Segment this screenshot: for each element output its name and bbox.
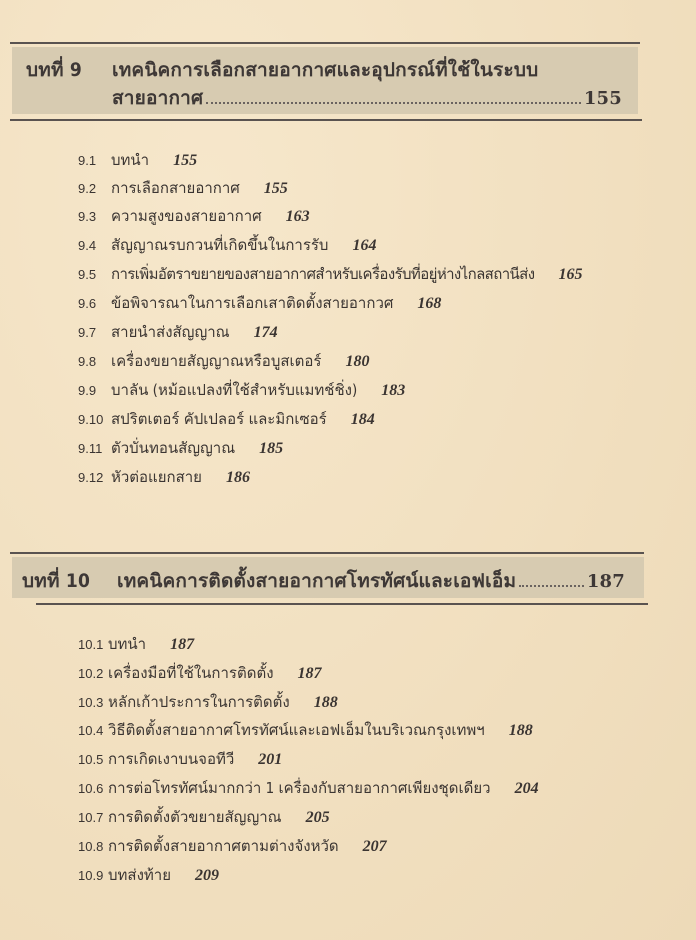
section-page: 204 xyxy=(514,780,539,797)
section-title: สายนำส่งสัญญาณ xyxy=(111,323,230,341)
chapter-10-top-rule xyxy=(10,552,644,554)
section-number: 9.12 xyxy=(78,470,104,485)
section-page: 209 xyxy=(195,867,219,884)
section-page: 201 xyxy=(258,751,283,768)
section-number: 9.10 xyxy=(78,412,104,427)
toc-entry[interactable] xyxy=(78,262,582,284)
section-page: 168 xyxy=(417,295,442,312)
section-title: หัวต่อแยกสาย xyxy=(111,468,202,486)
section-number: 9.9 xyxy=(78,383,97,398)
section-page: 188 xyxy=(508,722,533,739)
section-title: การเลือกสายอากาศ xyxy=(111,179,240,197)
toc-entry[interactable] xyxy=(78,436,283,458)
section-number: 9.1 xyxy=(78,153,97,168)
section-page: 187 xyxy=(297,665,322,682)
chapter-9-bottom-rule xyxy=(10,119,642,121)
section-number: 10.8 xyxy=(78,839,104,854)
chapter-title-line1: เทคนิคการเลือกสายอากาศและอุปกรณ์ที่ใช้ในระบบ xyxy=(112,59,539,81)
section-title: สัญญาณรบกวนที่เกิดขึ้นในการรับ xyxy=(111,236,329,254)
section-page: 185 xyxy=(259,440,284,457)
chapter-9-top-rule xyxy=(10,42,640,44)
toc-entry[interactable] xyxy=(78,148,197,170)
section-number: 9.7 xyxy=(78,325,97,340)
section-page: 164 xyxy=(352,237,377,254)
section-title: ความสูงของสายอากาศ xyxy=(111,207,262,225)
section-title: เครื่องขยายสัญญาณหรือบูสเตอร์ xyxy=(111,352,322,370)
section-number: 10.7 xyxy=(78,810,104,825)
chapter-10-bottom-rule xyxy=(36,603,648,605)
section-title: หลักเก้าประการในการติดตั้ง xyxy=(108,693,290,711)
section-page: 155 xyxy=(173,152,198,169)
toc-entry[interactable] xyxy=(78,718,533,740)
section-title: การเพิ่มอัตราขยายของสายอากาศสำหรับเครื่องรับที่อยู่ห่างไกลสถานีส่ง xyxy=(111,265,535,283)
section-number: 9.11 xyxy=(78,441,103,456)
section-number: 9.6 xyxy=(78,296,97,311)
section-page: 155 xyxy=(263,180,288,197)
chapter-page-number: 187 xyxy=(586,571,625,592)
section-title: บทนำ xyxy=(108,635,147,653)
section-page: 187 xyxy=(170,636,195,653)
toc-entry[interactable] xyxy=(78,349,369,371)
toc-entry[interactable] xyxy=(78,863,219,885)
dot-leader xyxy=(206,102,581,104)
section-page: 163 xyxy=(285,208,310,225)
toc-entry[interactable] xyxy=(78,407,375,429)
section-page: 188 xyxy=(313,694,338,711)
section-title: การเกิดเงาบนจอทีวี xyxy=(108,750,235,768)
section-number: 10.9 xyxy=(78,868,104,883)
section-page: 205 xyxy=(305,809,330,826)
chapter-label: บทที่ 9 xyxy=(26,59,82,81)
section-title: บทนำ xyxy=(111,151,150,169)
toc-entry[interactable] xyxy=(78,378,405,400)
section-number: 9.5 xyxy=(78,267,97,282)
section-number: 9.3 xyxy=(78,209,97,224)
toc-entry[interactable] xyxy=(78,747,282,769)
toc-entry[interactable] xyxy=(78,204,310,226)
toc-entry[interactable] xyxy=(78,233,376,255)
section-page: 186 xyxy=(225,469,250,486)
section-page: 207 xyxy=(362,838,387,855)
chapter-page-number: 155 xyxy=(583,88,622,109)
section-number: 10.3 xyxy=(78,695,104,710)
toc-entry[interactable] xyxy=(78,291,441,313)
section-title: บทส่งท้าย xyxy=(108,866,171,884)
section-page: 184 xyxy=(350,411,375,428)
chapter-title-line2-row xyxy=(112,83,622,113)
toc-entry[interactable] xyxy=(78,805,330,827)
section-number: 9.8 xyxy=(78,354,97,369)
toc-entry[interactable] xyxy=(78,776,539,798)
section-title: ข้อพิจารณาในการเลือกเสาติดตั้งสายอากวศ xyxy=(111,294,394,312)
chapter-title-row xyxy=(117,566,625,596)
toc-entry[interactable] xyxy=(78,465,250,487)
section-page: 165 xyxy=(558,266,583,283)
section-page: 183 xyxy=(381,382,406,399)
section-title: ตัวบั่นทอนสัญญาณ xyxy=(111,439,236,457)
section-title: การติดตั้งสายอากาศตามต่างจังหวัด xyxy=(108,837,339,855)
chapter-title-line2: สายอากาศ xyxy=(112,87,204,109)
toc-entry[interactable] xyxy=(78,834,387,856)
section-page: 180 xyxy=(345,353,370,370)
section-number: 10.2 xyxy=(78,666,104,681)
dot-leader xyxy=(519,585,584,587)
section-number: 10.6 xyxy=(78,781,104,796)
section-title: เครื่องมือที่ใช้ในการติดตั้ง xyxy=(108,664,274,682)
section-number: 9.2 xyxy=(78,181,97,196)
chapter-10-heading[interactable] xyxy=(22,566,632,594)
section-title: สปริตเตอร์ คัปเปลอร์ และมิกเซอร์ xyxy=(111,410,327,428)
section-number: 10.4 xyxy=(78,723,104,738)
section-number: 9.4 xyxy=(78,238,97,253)
toc-entry[interactable] xyxy=(78,176,288,198)
toc-entry[interactable] xyxy=(78,690,338,712)
section-number: 10.5 xyxy=(78,752,104,767)
chapter-label: บทที่ 10 xyxy=(22,570,91,592)
section-number: 10.1 xyxy=(78,637,104,652)
section-title: วิธีติดตั้งสายอากาศโทรทัศน์และเอฟเอ็มในบริเวณกรุงเทพฯ xyxy=(108,721,485,739)
toc-entry[interactable] xyxy=(78,320,278,342)
section-title: การต่อโทรทัศน์มากกว่า 1 เครื่องกับสายอากาศเพียงชุดเดียว xyxy=(108,779,491,797)
chapter-9-heading[interactable] xyxy=(26,55,626,113)
section-page: 174 xyxy=(253,324,278,341)
chapter-title-line1: เทคนิคการติดตั้งสายอากาศโทรทัศน์และเอฟเอ็ม xyxy=(117,570,517,592)
toc-entry[interactable] xyxy=(78,661,322,683)
section-title: การติดตั้งตัวขยายสัญญาณ xyxy=(108,808,282,826)
section-title: บาลัน (หม้อแปลงที่ใช้สำหรับแมทช์ชิ่ง) xyxy=(111,381,358,399)
toc-entry[interactable] xyxy=(78,632,194,654)
